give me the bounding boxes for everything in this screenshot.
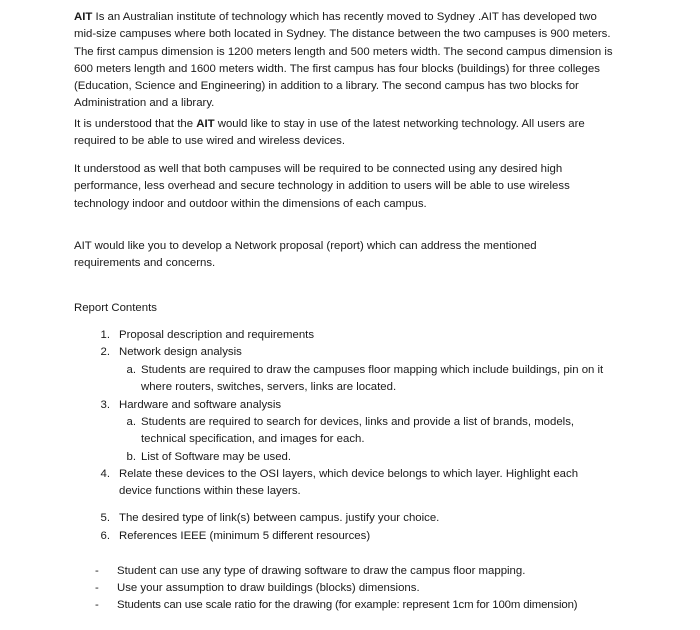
ait-bold-2: AIT bbox=[196, 118, 215, 130]
list-letter: a. bbox=[126, 364, 136, 376]
list-letter: b. bbox=[126, 451, 136, 463]
list-number: 3. bbox=[100, 399, 110, 411]
bullet-dash: - bbox=[95, 582, 99, 594]
intro-paragraph-1-text: Is an Australian institute of technology which has recently moved to Sydney .AIT has developed two mid-size campuses where both located in Sydney. The distance between the two campuses is 900 meters. The first campus dimension is 1200 meters length and 500 meters width. The second campus dimension is 600 meters length and 1600 meters width. The first campus has four blocks (buildings) for three colleges (Education, Science and Engineering) in addition to a library. The second campus has two blocks for Administration and a library. bbox=[74, 11, 613, 110]
note-text: Student can use any type of drawing software to draw the campus floor mapping. bbox=[117, 565, 526, 577]
list-number: 4. bbox=[100, 468, 110, 480]
intro-paragraph-1 bbox=[74, 9, 622, 113]
intro-paragraph-2 bbox=[74, 116, 622, 151]
list-text: Students are required to draw the campuses floor mapping which include buildings, pin on it where routers, switches, servers, links are located. bbox=[141, 364, 604, 394]
list-text: Hardware and software analysis bbox=[119, 399, 282, 411]
list-number: 2. bbox=[100, 346, 110, 358]
list-text: Relate these devices to the OSI layers, which device belongs to which layer. Highlight each device functions within these layers. bbox=[119, 468, 579, 498]
list-text: Network design analysis bbox=[119, 346, 242, 358]
list-number: 1. bbox=[100, 329, 110, 341]
list-text: Students are required to search for devices, links and provide a list of brands, models, technical specification, and images for each. bbox=[141, 416, 575, 446]
list-letter: a. bbox=[126, 416, 136, 428]
note-text: Students can use scale ratio for the drawing (for example: represent 1cm for 100m dimension) bbox=[117, 599, 578, 611]
list-text: List of Software may be used. bbox=[141, 451, 292, 463]
list-text: Proposal description and requirements bbox=[119, 329, 315, 341]
intro-paragraph-2-before: It is understood that the bbox=[74, 118, 197, 130]
bullet-dash: - bbox=[95, 565, 99, 577]
note-text: Use your assumption to draw buildings (blocks) dimensions. bbox=[117, 582, 420, 594]
report-contents-heading: Report Contents bbox=[74, 302, 157, 314]
ait-bold: AIT bbox=[74, 11, 93, 23]
list-number: 5. bbox=[100, 512, 110, 524]
list-text: References IEEE (minimum 5 different resources) bbox=[119, 530, 371, 542]
bullet-dash: - bbox=[95, 599, 99, 611]
list-number: 6. bbox=[100, 530, 110, 542]
intro-paragraph-2-after: would like to stay in use of the latest networking technology. All users are required to be able to use wired and wireless devices. bbox=[74, 118, 585, 148]
list-text: The desired type of link(s) between campus. justify your choice. bbox=[119, 512, 440, 524]
intro-paragraph-3: It understood as well that both campuses will be required to be connected using any desired high performance, less overhead and secure technology in addition to users will be able to use wireless technology indoor and outdoor within the dimensions of each campus. bbox=[74, 163, 570, 210]
intro-paragraph-4: AIT would like you to develop a Network proposal (report) which can address the mentioned requirements and concerns. bbox=[74, 240, 537, 270]
